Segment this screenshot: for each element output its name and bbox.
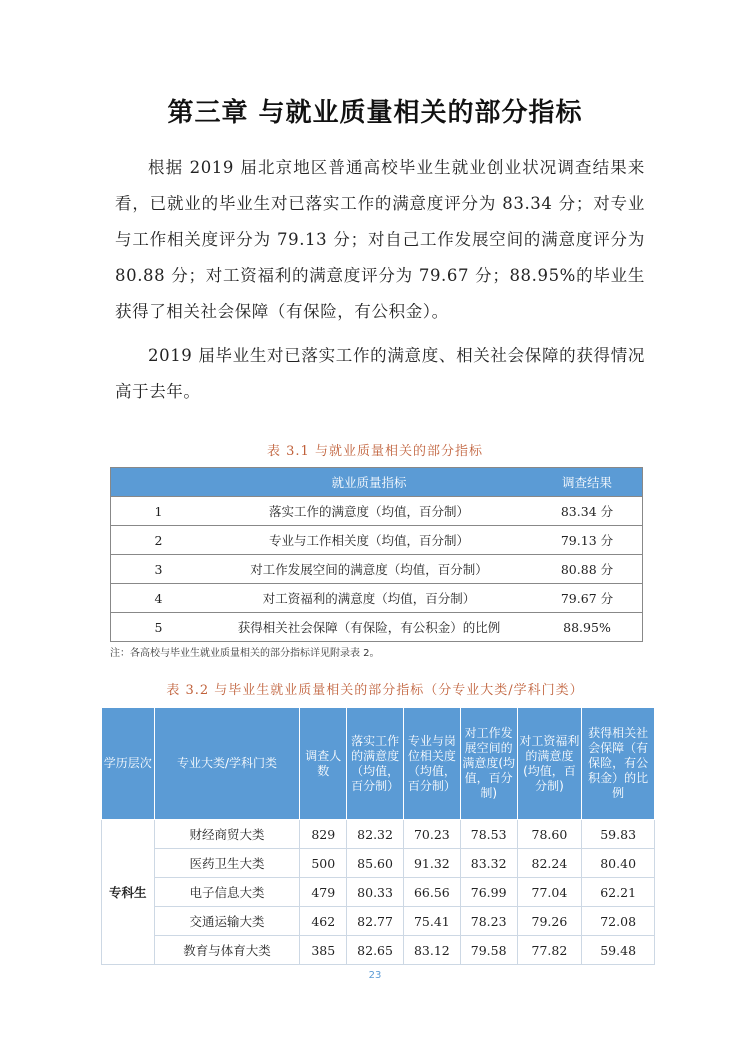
table-row [111,613,643,642]
indicator-cell: 对工作发展空间的满意度（均值，百分制） [206,555,532,584]
table-row [102,849,655,878]
value-cell: 80.40 [582,849,655,878]
value-cell: 85.60 [347,849,404,878]
table-row [111,555,643,584]
table-header-cell [111,468,207,497]
value-cell: 83.32 [460,849,517,878]
table-header-row [102,708,655,820]
value-cell: 82.32 [347,820,404,849]
category-cell: 交通运输大类 [154,907,300,936]
table-row [111,526,643,555]
count-cell: 462 [300,907,347,936]
table-row [102,878,655,907]
paragraph-1-text: 根据 2019 届北京地区普通高校毕业生就业创业状况调查结果来看，已就业的毕业生对已落实工作的满意度评分为 83.34 分；对专业与工作相关度评分为 79.13 分；对自己工作发展空间的满意度评分为 80.88 分；对工资福利的满意度评分为 79.67 分；88.95%的毕业生获得了相关社会保障（有保险，有公积金）。 [115,158,645,321]
value-cell: 59.48 [582,936,655,965]
value-cell: 82.77 [347,907,404,936]
table-row [102,907,655,936]
table-row [111,497,643,526]
table-header-cell: 调查人数 [300,708,347,820]
major-category-table [101,707,655,965]
result-cell: 79.67 分 [532,584,643,613]
row-number: 3 [111,555,207,584]
table1-note: 注：各高校与毕业生就业质量相关的部分指标详见附录表 2。 [110,648,380,659]
result-cell: 79.13 分 [532,526,643,555]
table-header-row [111,468,643,497]
category-cell: 医药卫生大类 [154,849,300,878]
paragraph-1 [115,150,645,330]
table-header-cell: 调查结果 [532,468,643,497]
value-cell: 77.04 [517,878,582,907]
value-cell: 76.99 [460,878,517,907]
table-row [102,936,655,965]
table-row [111,584,643,613]
value-cell: 91.32 [403,849,460,878]
value-cell: 66.56 [403,878,460,907]
table-header-cell: 对工作发展空间的满意度(均值，百分制) [460,708,517,820]
table-header-cell: 专业大类/学科门类 [154,708,300,820]
value-cell: 83.12 [403,936,460,965]
value-cell: 79.58 [460,936,517,965]
paragraph-2 [115,338,645,410]
table-header-cell: 就业质量指标 [206,468,532,497]
paragraph-2-text: 2019 届毕业生对已落实工作的满意度、相关社会保障的获得情况高于去年。 [115,346,645,401]
row-number: 5 [111,613,207,642]
table1-caption: 表 3.1 与就业质量相关的部分指标 [267,444,483,459]
count-cell: 385 [300,936,347,965]
employment-quality-table [110,467,643,642]
value-cell: 72.08 [582,907,655,936]
value-cell: 82.65 [347,936,404,965]
table-header-cell: 学历层次 [102,708,155,820]
indicator-cell: 对工资福利的满意度（均值，百分制） [206,584,532,613]
table-header-cell: 专业与岗位相关度（均值，百分制） [403,708,460,820]
table-header-cell: 获得相关社会保障（有保险，有公积金）的比例 [582,708,655,820]
table-row [102,820,655,849]
page-number: 23 [368,970,382,981]
count-cell: 479 [300,878,347,907]
education-level-cell: 专科生 [102,820,155,965]
value-cell: 78.23 [460,907,517,936]
indicator-cell: 获得相关社会保障（有保险，有公积金）的比例 [206,613,532,642]
value-cell: 82.24 [517,849,582,878]
value-cell: 78.60 [517,820,582,849]
category-cell: 教育与体育大类 [154,936,300,965]
value-cell: 70.23 [403,820,460,849]
row-number: 4 [111,584,207,613]
table2-caption: 表 3.2 与毕业生就业质量相关的部分指标（分专业大类/学科门类） [166,683,584,698]
value-cell: 78.53 [460,820,517,849]
count-cell: 500 [300,849,347,878]
row-number: 2 [111,526,207,555]
value-cell: 77.82 [517,936,582,965]
value-cell: 59.83 [582,820,655,849]
result-cell: 88.95% [532,613,643,642]
value-cell: 75.41 [403,907,460,936]
row-number: 1 [111,497,207,526]
result-cell: 80.88 分 [532,555,643,584]
value-cell: 80.33 [347,878,404,907]
indicator-cell: 落实工作的满意度（均值，百分制） [206,497,532,526]
chapter-title: 第三章 与就业质量相关的部分指标 [167,98,583,128]
result-cell: 83.34 分 [532,497,643,526]
table-header-cell: 落实工作的满意度（均值，百分制） [347,708,404,820]
indicator-cell: 专业与工作相关度（均值，百分制） [206,526,532,555]
table-header-cell: 对工资福利的满意度(均值，百分制) [517,708,582,820]
count-cell: 829 [300,820,347,849]
category-cell: 财经商贸大类 [154,820,300,849]
value-cell: 79.26 [517,907,582,936]
category-cell: 电子信息大类 [154,878,300,907]
value-cell: 62.21 [582,878,655,907]
